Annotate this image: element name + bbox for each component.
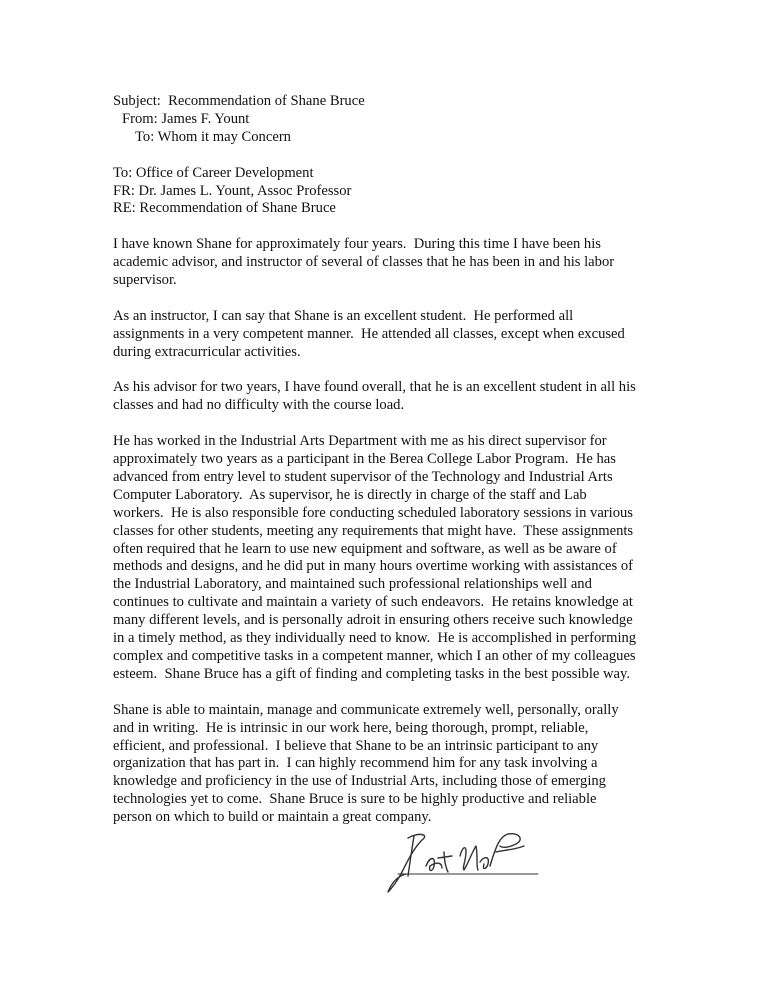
- paragraph-line: academic advisor, and instructor of several of classes that he has been in and his labor: [113, 254, 615, 271]
- paragraph-line: efficient, and professional. I believe that Shane to be an intrinsic participant to any: [113, 737, 599, 754]
- paragraph-line: classes for other students, meeting any requirements that might have. These assignments: [113, 522, 634, 539]
- paragraph-line: As an instructor, I can say that Shane is an excellent student. He performed all: [113, 307, 574, 324]
- paragraph-1: [113, 236, 673, 290]
- paragraph-line: methods and designs, and he did put in many hours overtime working with assistances of: [113, 558, 634, 575]
- paragraph-line: during extracurricular activities.: [113, 343, 301, 360]
- paragraph-line: knowledge and proficiency in the use of Industrial Arts, including those of emerging: [113, 773, 606, 790]
- signature-stroke: [426, 859, 442, 871]
- paragraph-line: continues to cultivate and maintain a variety of such endeavors. He retains knowledge at: [113, 594, 633, 611]
- paragraph-line: He has worked in the Industrial Arts Department with me as his direct supervisor for: [113, 433, 607, 450]
- letter-header: [113, 93, 673, 147]
- paragraph-2: [113, 308, 673, 362]
- paragraph-line: and in writing. He is intrinsic in our work here, being thorough, prompt, reliable,: [113, 719, 589, 736]
- paragraph-line: organization that has part in. I can highly recommend him for any task involving a: [113, 755, 598, 772]
- spacer: [113, 218, 673, 236]
- paragraph-line: As his advisor for two years, I have found overall, that he is an excellent student in all his: [113, 379, 636, 396]
- from-line: From: James F. Yount: [122, 110, 250, 127]
- paragraph-line: classes and had no difficulty with the course load.: [113, 397, 405, 414]
- signature-stroke: [438, 852, 452, 872]
- paragraph-line: Computer Laboratory. As supervisor, he is directly in charge of the staff and Lab: [113, 486, 587, 503]
- spacer: [113, 362, 673, 380]
- paragraph-3: [113, 379, 673, 415]
- signature-stroke: [460, 846, 478, 870]
- paragraph-line: technologies yet to come. Shane Bruce is sure to be highly productive and reliable: [113, 791, 597, 808]
- paragraph-line: workers. He is also responsible fore conducting scheduled laboratory sessions in various: [113, 504, 633, 521]
- paragraph-line: I have known Shane for approximately four years. During this time I have been his: [113, 236, 601, 253]
- memo-to-line: To: Office of Career Development: [113, 164, 314, 181]
- subject-line: Subject: Recommendation of Shane Bruce: [113, 93, 365, 109]
- paragraph-line: esteem. Shane Bruce has a gift of finding and completing tasks in the best possible way.: [113, 665, 631, 682]
- paragraph-line: many different levels, and is personally adroit in ensuring others receive such knowledge: [113, 612, 633, 629]
- paragraph-4: [113, 433, 673, 684]
- spacer: [113, 684, 673, 702]
- paragraph-line: the Industrial Laboratory, and maintained such professional relationships well and: [113, 576, 592, 593]
- paragraph-line: Shane is able to maintain, manage and communicate extremely well, personally, orally: [113, 701, 619, 718]
- signature-stroke: [408, 836, 414, 876]
- paragraph-line: complex and competitive tasks in a competent manner, which I an other of my colleagues: [113, 648, 636, 665]
- signature-stroke: [388, 834, 425, 892]
- spacer: [113, 147, 673, 165]
- memo-from-line: FR: Dr. James L. Yount, Assoc Professor: [113, 182, 352, 199]
- paragraph-5: [113, 702, 673, 827]
- memo-re-line: RE: Recommendation of Shane Bruce: [113, 200, 336, 217]
- memo-block: [113, 165, 673, 219]
- handwritten-signature-icon: [378, 826, 543, 898]
- paragraph-line: supervisor.: [113, 272, 177, 289]
- paragraph-line: advanced from entry level to student supervisor of the Technology and Industrial Arts: [113, 468, 613, 485]
- paragraph-line: person on which to build or maintain a great company.: [113, 809, 432, 826]
- paragraph-line: often required that he learn to use new equipment and software, as well as be aware of: [113, 540, 617, 557]
- signature-stroke: [480, 858, 488, 869]
- spacer: [113, 290, 673, 308]
- spacer: [113, 415, 673, 433]
- paragraph-line: approximately two years as a participant in the Berea College Labor Program. He has: [113, 451, 616, 468]
- paragraph-line: assignments in a very competent manner. He attended all classes, except when excused: [113, 325, 625, 342]
- to-line: To: Whom it may Concern: [135, 128, 291, 145]
- paragraph-line: in a timely method, as they individually need to know. He is accomplished in performing: [113, 630, 637, 647]
- letter-body: [113, 93, 673, 827]
